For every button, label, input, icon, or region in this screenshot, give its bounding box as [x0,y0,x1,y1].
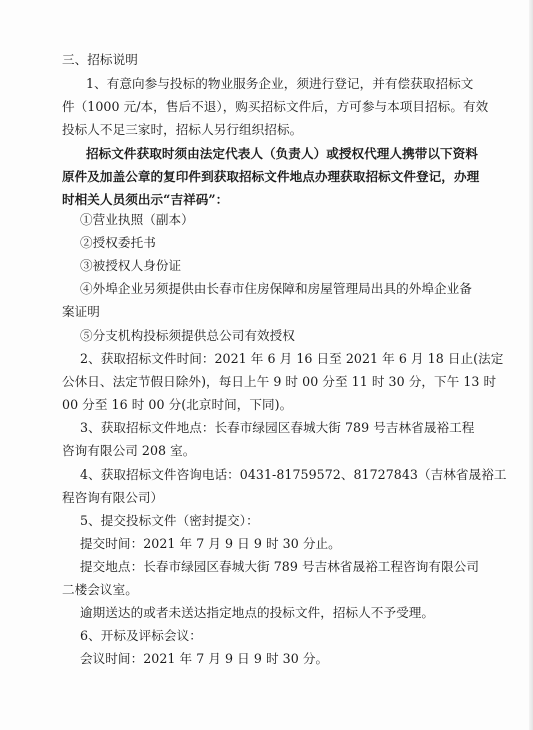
para4-line2: 程咨询有限公司） [62,490,164,505]
para4-line1: 4、获取招标文件咨询电话：0431-81759572、81727843（吉林省晟裕工 [80,467,507,482]
para5-heading: 5、提交投标文件（密封提交）： [80,513,259,528]
para1-line3: 投标人不足三家时，招标人另行组织招标。 [62,122,303,137]
section-heading: 三、招标说明 [62,52,138,67]
submit-time: 提交时间：2021 年 7 月 9 日 9 时 30 分止。 [80,536,341,551]
submit-location-line2: 二楼会议室。 [62,582,138,597]
doc-item-2: ②授权委托书 [80,235,156,250]
para3-line1: 3、获取招标文件地点：长春市绿园区春城大街 789 号吉林省晟裕工程 [80,420,475,435]
doc-item-5: ⑤分支机构投标须提供总公司有效授权 [80,328,295,343]
para1-line2: 件（1000 元/本，售后不退），购买招标文件后，方可参与本项目招标。有效 [62,99,489,114]
doc-item-4-cont: 案证明 [62,304,100,319]
doc-item-4: ④外埠企业另须提供由长春市住房保障和房屋管理局出具的外埠企业备 [80,281,472,296]
meeting-time: 会议时间：2021 年 7 月 9 日 9 时 30 分。 [80,651,329,666]
bold-para-line2: 原件及加盖公章的复印件到获取招标文件地点办理获取招标文件登记，办理 [62,169,480,184]
bold-para-line3: 时相关人员须出示“吉祥码”： [62,192,229,207]
late-submission-note: 逾期送达的或者未送达指定地点的投标文件，招标人不予受理。 [80,605,435,620]
para1-line1: 1、有意向参与投标的物业服务企业，须进行登记，并有偿获取招标文 [86,76,474,91]
page-edge-shadow [529,0,533,730]
doc-item-1: ①营业执照（副本） [80,212,194,227]
para6-heading: 6、开标及评标会议： [80,628,202,643]
para2-line1: 2、获取招标文件时间：2021 年 6 月 16 日至 2021 年 6 月 18 日止(法定 [80,351,504,366]
submit-location-line1: 提交地点：长春市绿园区春城大街 789 号吉林省晟裕工程咨询有限公司 [80,559,479,574]
para2-line2: 公休日、法定节假日除外)，每日上午 9 时 00 分至 11 时 30 分，下午 13 时 [62,374,497,389]
doc-item-3: ③被授权人身份证 [80,258,182,273]
bold-para-line1: 招标文件获取时须由法定代表人（负责人）或授权代理人携带以下资料 [86,146,478,161]
para3-line2: 咨询有限公司 208 室。 [62,443,196,458]
para2-line3: 00 分至 16 时 00 分(北京时间，下同)。 [62,397,293,412]
